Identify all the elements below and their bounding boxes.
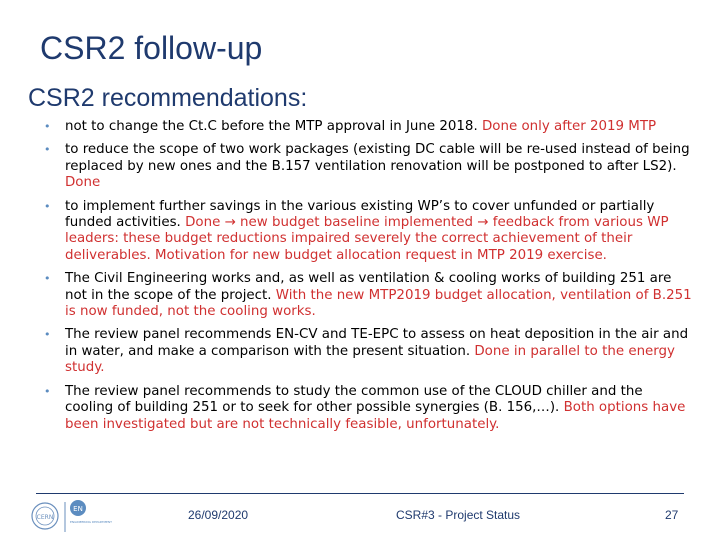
bullet-status: Done only after 2019 MTP [481,119,657,134]
bullet-text: The Civil Engineering works and, as well as ventilation & cooling works of building 251 are not in the scope of the project. [65,271,672,303]
bullet-icon: • [44,120,51,133]
footer-divider [36,493,684,494]
page-number: 27 [665,508,679,522]
slide-title: CSR2 follow-up [40,30,263,66]
footer-date: 26/09/2020 [188,508,249,522]
bullet-icon: • [44,199,51,213]
bullet-list [44,119,692,440]
bullet-item [44,271,692,320]
bullet-text: The review panel recommends EN-CV and TE-EPC to assess on heat deposition in the air and in water, and make a comparison with the present situation. [65,327,689,359]
cern-logo-icon [32,503,58,529]
bullet-text: to implement further savings in the various existing WP’s to cover unfunded or partially funded activities. [65,198,655,231]
footer-center: CSR#3 - Project Status [396,508,521,522]
bullet-icon: • [44,272,51,286]
footer-logos [26,496,116,536]
bullet-item [44,327,692,376]
bullet-text: The review panel recommends to study the common use of the CLOUD chiller and the cooling of building 251 or to seek for other possible synergies (B. 156,…). [65,383,643,416]
bullet-text: not to change the Ct.C before the MTP approval in June 2018. [65,119,482,134]
cern-logo-text: CERN [36,514,54,521]
bullet-status: Done in parallel to the energy study. [65,343,675,376]
bullet-text: to reduce the scope of two work packages (existing DC cable will be re-used instead of being replaced by new ones and the B.157 ventilation renovation will be postponed to after LS2). [65,142,690,174]
bullet-status: Done [65,175,101,191]
en-logo-icon [70,500,112,524]
en-logo-text: EN [73,505,83,513]
bullet-status: Done → new budget baseline implemented → feedback from various WP leaders: these budget reductions impaired severely the correct achievement of their deliverables. Motivation for new budget allocation request in MTP 2019 exercise. [65,215,669,263]
bullet-item [44,384,692,433]
slide-subtitle: CSR2 recommendations: [28,84,308,112]
bullet-item [44,119,692,135]
bullet-icon: • [44,328,51,342]
bullet-icon: • [44,143,51,157]
bullet-item [44,199,692,265]
bullet-item [44,142,692,191]
en-logo-subtext: ENGINEERING DEPARTMENT [70,520,113,524]
bullet-status: Both options have been investigated but are not technically feasible, unfortunately. [65,400,686,432]
bullet-status: With the new MTP2019 budget allocation, ventilation of B.251 is now funded, not the cooling works. [65,287,692,320]
bullet-icon: • [44,384,51,398]
